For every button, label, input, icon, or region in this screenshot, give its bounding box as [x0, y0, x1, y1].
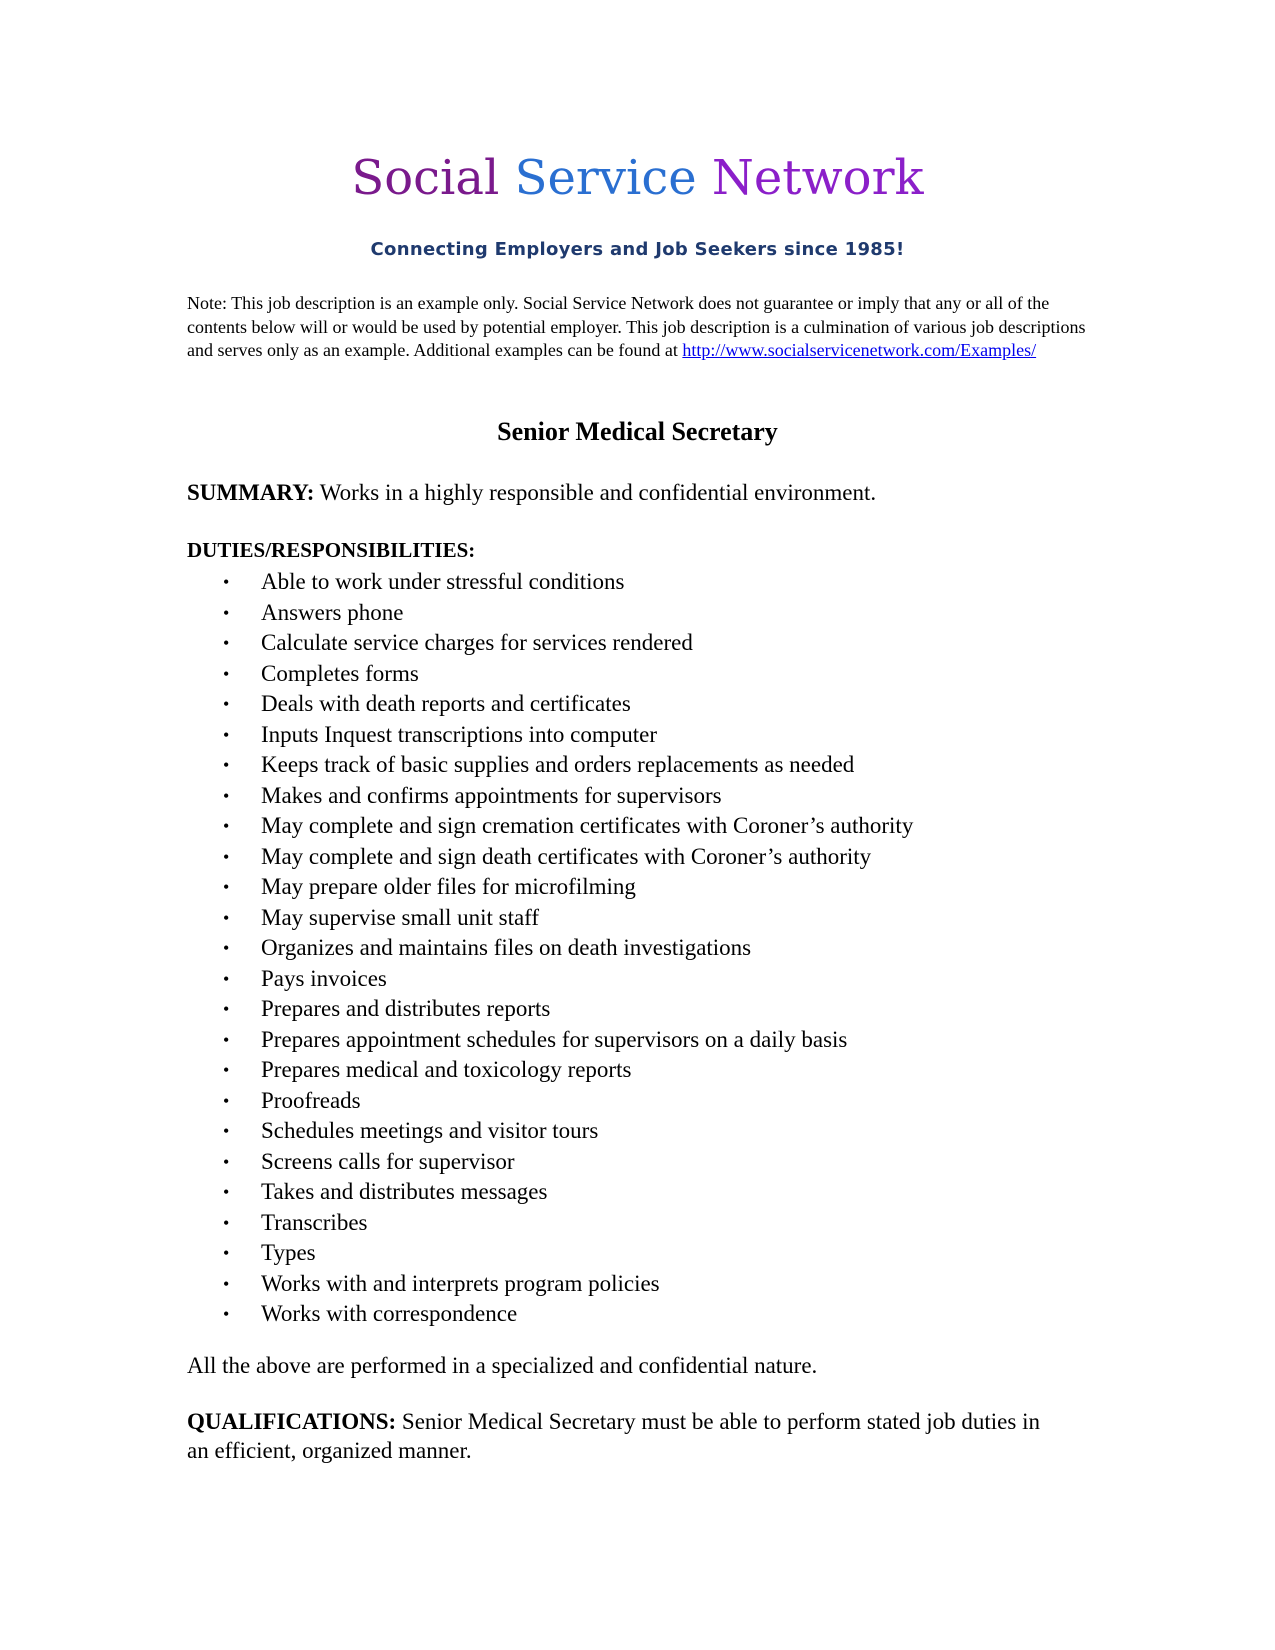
examples-link[interactable]: http://www.socialservicenetwork.com/Examples/: [682, 340, 1037, 360]
duty-item: [187, 1025, 1087, 1056]
duty-item: [187, 628, 1087, 659]
bullet-icon: •: [223, 846, 230, 867]
duty-text: Prepares medical and toxicology reports: [261, 1057, 632, 1082]
summary-section: [187, 478, 1087, 508]
bullet-icon: •: [223, 633, 230, 653]
duty-item: [187, 1269, 1087, 1300]
duty-item: [187, 994, 1087, 1025]
duty-text: May complete and sign death certificates with Coroner’s authority: [261, 843, 872, 869]
duty-item: [187, 781, 1087, 812]
duty-item: [187, 1147, 1087, 1178]
duty-item: [187, 598, 1087, 629]
duty-text: May supervise small unit staff: [261, 904, 540, 930]
qualifications-text: Senior Medical Secretary must be able to perform stated job duties in an efficient, organized manner.: [187, 1409, 1040, 1463]
bullet-icon: •: [223, 1212, 230, 1233]
brand-title-word-social: Social: [351, 150, 500, 206]
duty-text: Pays invoices: [261, 965, 387, 991]
bullet-icon: •: [223, 938, 230, 958]
bullet-icon: •: [223, 1182, 230, 1202]
duty-text: Organizes and maintains files on death investigations: [261, 935, 752, 960]
job-title: Senior Medical Secretary: [497, 417, 778, 446]
duty-item: [187, 1238, 1087, 1269]
tagline: Connecting Employers and Job Seekers since 1985!: [370, 239, 905, 260]
duty-text: Keeps track of basic supplies and orders replacements as needed: [261, 752, 855, 777]
duty-item: [187, 1086, 1087, 1117]
duty-text: Takes and distributes messages: [261, 1179, 548, 1204]
duty-item: [187, 1055, 1087, 1086]
disclaimer-note: [187, 292, 1087, 363]
summary-label: SUMMARY:: [187, 480, 315, 505]
bullet-icon: •: [223, 602, 230, 623]
summary-text: Works in a highly responsible and confidential environment.: [314, 480, 877, 505]
qualifications-label: QUALIFICATIONS:: [187, 1409, 397, 1434]
bullet-icon: •: [223, 1121, 230, 1141]
duty-item: [187, 933, 1087, 964]
brand-title: [0, 148, 1275, 208]
duty-text: Types: [261, 1240, 316, 1265]
duty-text: Inputs Inquest transcriptions into computer: [261, 721, 658, 747]
bullet-icon: •: [223, 1090, 230, 1111]
disclaimer-text: Note: This job description is an example only. Social Service Network does not guarantee or imply that any or all of the contents below will or would be used by potential employer. This job description is a culmination of various job descriptions and serves only as an example. Additional examples can be found at: [187, 293, 1086, 360]
bullet-icon: •: [223, 968, 230, 989]
duty-item: [187, 750, 1087, 781]
duty-item: [187, 811, 1087, 842]
bullet-icon: •: [223, 816, 230, 836]
bullet-icon: •: [223, 1029, 230, 1050]
brand-title-word-network: Network: [711, 150, 924, 206]
bullet-icon: •: [223, 1151, 230, 1172]
duty-item: [187, 872, 1087, 903]
bullet-icon: •: [223, 724, 230, 745]
duty-text: May prepare older files for microfilming: [261, 874, 636, 899]
bullet-icon: •: [223, 907, 230, 928]
qualifications-section: [187, 1407, 1067, 1465]
duty-item: [187, 964, 1087, 995]
duty-text: Prepares appointment schedules for supervisors on a daily basis: [261, 1026, 848, 1052]
bullet-icon: •: [223, 694, 230, 714]
duties-heading: DUTIES/RESPONSIBILITIES:: [187, 538, 476, 562]
bullet-icon: •: [223, 1273, 230, 1294]
duty-text: Proofreads: [261, 1087, 361, 1113]
closing-statement: All the above are performed in a specialized and confidential nature.: [187, 1353, 818, 1378]
bullet-icon: •: [223, 1060, 230, 1080]
duty-text: Works with and interprets program policies: [261, 1270, 660, 1296]
bullet-icon: •: [223, 785, 230, 806]
duty-text: Completes forms: [261, 660, 419, 686]
duty-text: Prepares and distributes reports: [261, 996, 551, 1021]
bullet-icon: •: [223, 877, 230, 897]
duty-text: Answers phone: [261, 599, 404, 625]
duty-text: Makes and confirms appointments for supervisors: [261, 782, 722, 808]
bullet-icon: •: [223, 663, 230, 684]
bullet-icon: •: [223, 1304, 230, 1324]
duty-item: [187, 1299, 1087, 1330]
duty-item: [187, 659, 1087, 690]
bullet-icon: •: [223, 1243, 230, 1263]
duty-item: [187, 1177, 1087, 1208]
duty-item: [187, 842, 1087, 873]
bullet-icon: •: [223, 999, 230, 1019]
duties-list: [187, 567, 1087, 1330]
duty-text: Transcribes: [261, 1209, 368, 1235]
bullet-icon: •: [223, 755, 230, 775]
duty-text: Deals with death reports and certificates: [261, 691, 631, 716]
brand-title-word-service: Service: [514, 150, 697, 206]
duty-item: [187, 1208, 1087, 1239]
bullet-icon: •: [223, 572, 230, 592]
duty-text: May complete and sign cremation certificates with Coroner’s authority: [261, 813, 914, 838]
duty-text: Screens calls for supervisor: [261, 1148, 515, 1174]
duty-item: [187, 903, 1087, 934]
duty-text: Schedules meetings and visitor tours: [261, 1118, 599, 1143]
duty-item: [187, 567, 1087, 598]
duty-item: [187, 720, 1087, 751]
duty-item: [187, 689, 1087, 720]
duty-text: Works with correspondence: [261, 1301, 518, 1326]
duty-text: Calculate service charges for services rendered: [261, 630, 693, 655]
duty-item: [187, 1116, 1087, 1147]
duty-text: Able to work under stressful conditions: [261, 569, 625, 594]
